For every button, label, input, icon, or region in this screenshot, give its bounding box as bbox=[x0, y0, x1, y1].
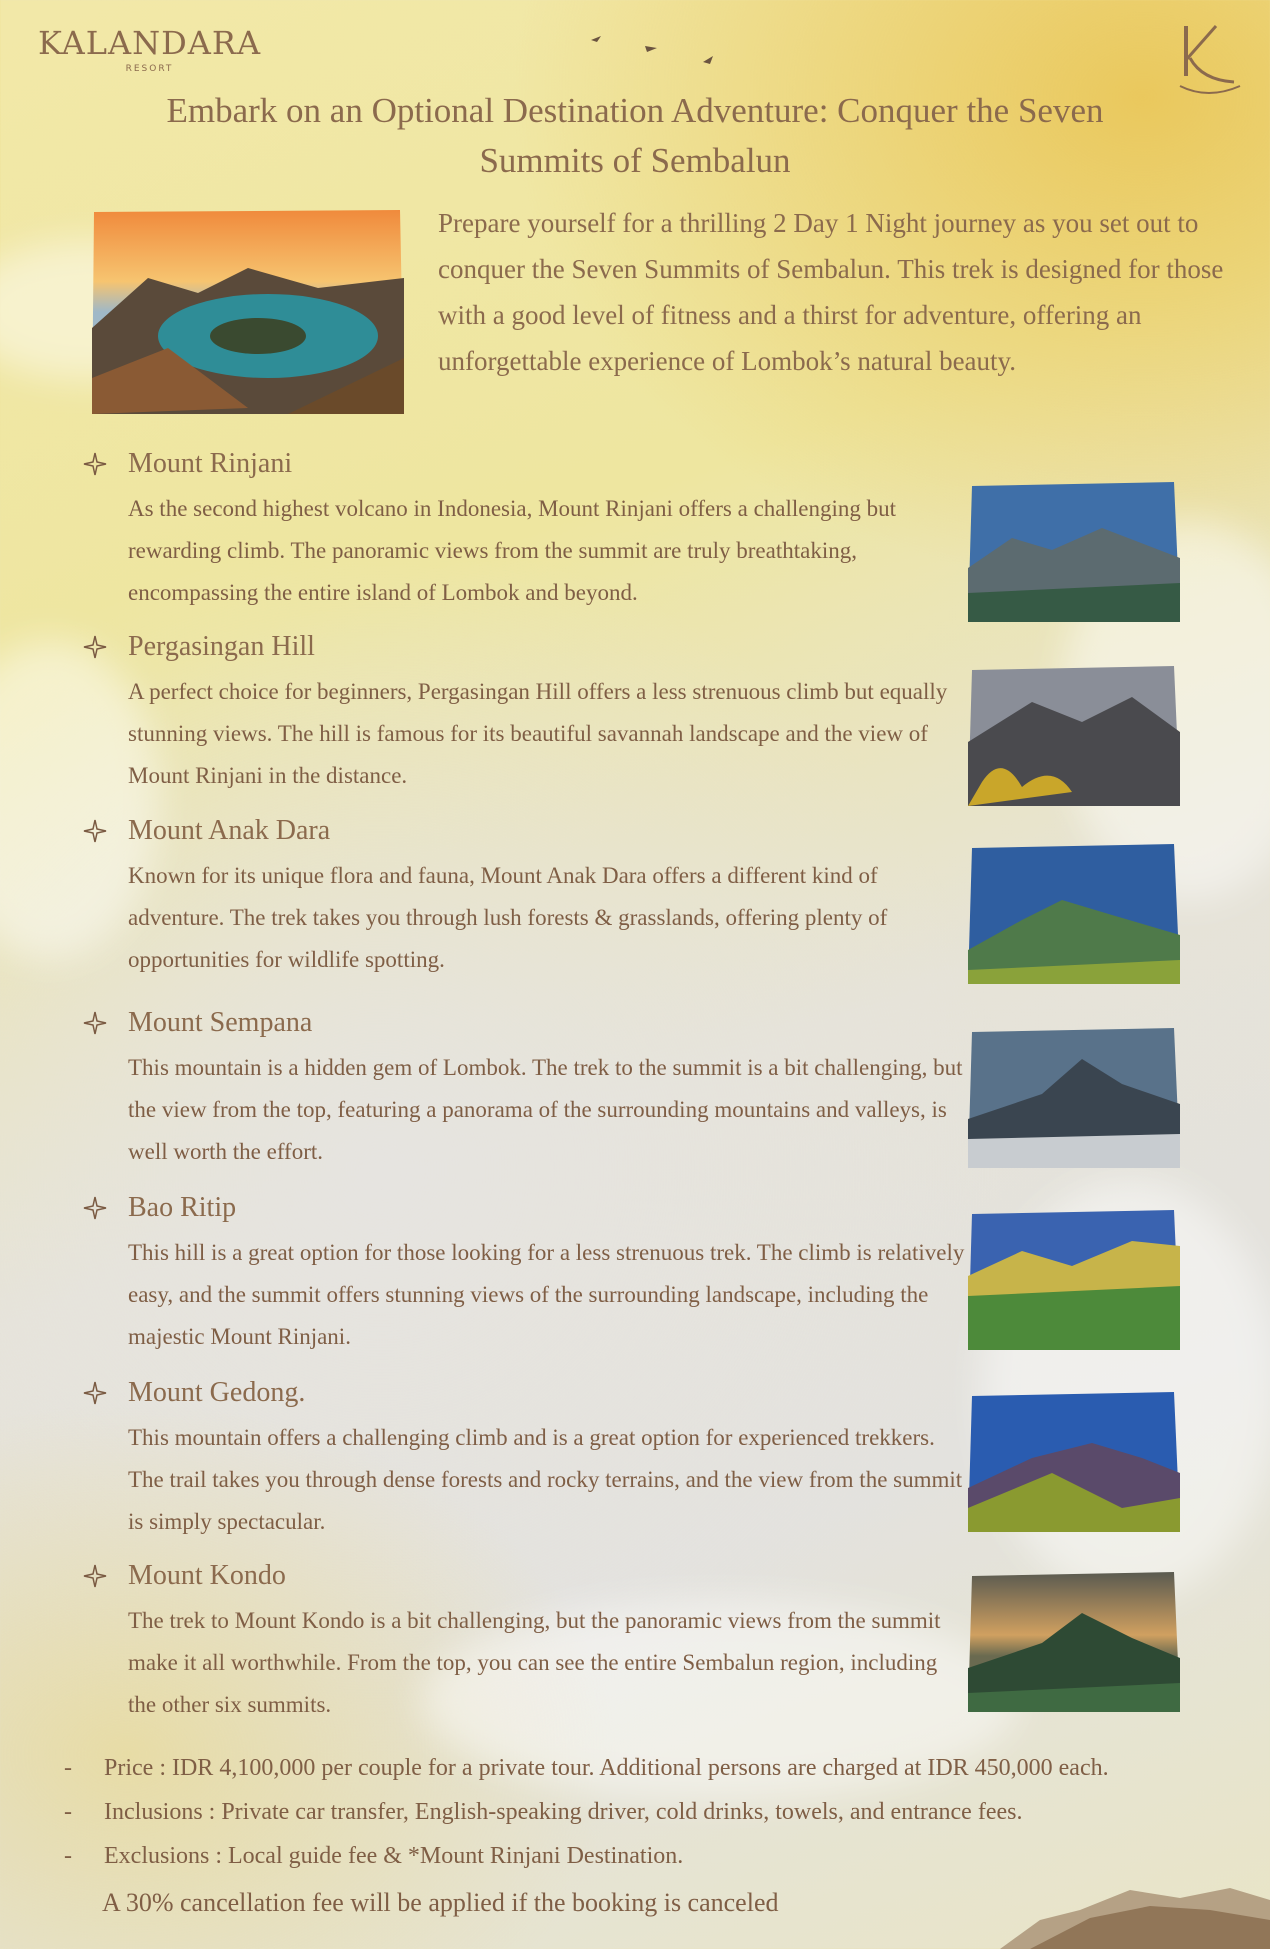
summit-description: This hill is a great option for those looking for a less strenuous trek. The climb is relatively easy, and the summit offers stunning views of the surrounding landscape, including the majestic Mount Rinjani. bbox=[128, 1240, 965, 1349]
summit-item-anak-dara bbox=[82, 813, 962, 981]
compass-star-icon bbox=[82, 1010, 108, 1036]
bullet-dash: - bbox=[64, 1799, 72, 1825]
compass-star-icon bbox=[82, 1195, 108, 1221]
cancellation-note: A 30% cancellation fee will be applied if the booking is canceled bbox=[102, 1888, 779, 1917]
price-row bbox=[64, 1746, 1244, 1790]
summit-description: The trek to Mount Kondo is a bit challenging, but the panoramic views from the summit make it all worthwhile. From the top, you can see the entire Sembalun region, including the other six summits. bbox=[128, 1608, 941, 1717]
k-monogram-icon bbox=[1172, 20, 1244, 96]
summit-name: Bao Ritip bbox=[128, 1192, 237, 1223]
brand-logo bbox=[38, 24, 261, 74]
summit-item-rinjani bbox=[82, 446, 962, 614]
summit-description: This mountain offers a challenging climb and is a great option for experienced trekkers. The trail takes you through dense forests and rocky terrains, and the view from the summit is simply spectacular. bbox=[128, 1425, 963, 1534]
inclusions-row bbox=[64, 1790, 1244, 1834]
summit-item-sempana bbox=[82, 1005, 962, 1173]
brand-subtitle: RESORT bbox=[125, 64, 174, 74]
summit-description: Known for its unique flora and fauna, Mount Anak Dara offers a different kind of adventure. The trek takes you through lush forests & grasslands, offering plenty of opportunities for wildlife spotting. bbox=[128, 863, 888, 972]
compass-star-icon bbox=[82, 818, 108, 844]
summit-name: Mount Sempana bbox=[128, 1007, 313, 1038]
mountain-sketch-icon bbox=[1000, 1880, 1270, 1949]
birds-icon bbox=[585, 28, 725, 73]
summit-description: A perfect choice for beginners, Pergasingan Hill offers a less strenuous climb but equally stunning views. The hill is famous for its beautiful savannah landscape and the view of Mount Rinjani in the distance. bbox=[128, 679, 948, 788]
summit-name: Mount Kondo bbox=[128, 1560, 286, 1591]
inclusions-text: Inclusions : Private car transfer, English-speaking driver, cold drinks, towels, and entrance fees. bbox=[104, 1799, 1023, 1825]
bao-ritip-photo bbox=[962, 1206, 1184, 1354]
exclusions-row bbox=[64, 1834, 1244, 1878]
kondo-photo bbox=[962, 1568, 1184, 1716]
summit-description: As the second highest volcano in Indonesia, Mount Rinjani offers a challenging but rewarding climb. The panoramic views from the summit are truly breathtaking, encompassing the entire island of Lombok and beyond. bbox=[128, 496, 897, 605]
pergasingan-photo bbox=[962, 662, 1184, 810]
rinjani-photo bbox=[962, 478, 1184, 626]
brand-name: KALANDARA bbox=[38, 24, 262, 62]
sempana-photo bbox=[962, 1024, 1184, 1172]
compass-star-icon bbox=[82, 451, 108, 477]
summit-name: Mount Gedong. bbox=[128, 1377, 306, 1408]
page-title: Embark on an Optional Destination Adventure: Conquer the Seven Summits of Sembalun bbox=[166, 91, 1104, 180]
compass-star-icon bbox=[82, 1380, 108, 1406]
summit-description: This mountain is a hidden gem of Lombok. The trek to the summit is a bit challenging, but the view from the top, featuring a panorama of the surrounding mountains and valleys, is well worth the effort. bbox=[128, 1055, 963, 1164]
bullet-dash: - bbox=[64, 1755, 72, 1781]
summit-item-pergasingan bbox=[82, 629, 962, 797]
gedong-photo bbox=[962, 1388, 1184, 1536]
summit-name: Mount Rinjani bbox=[128, 448, 293, 479]
rinjani-lake-photo bbox=[88, 208, 406, 416]
summit-item-kondo bbox=[82, 1558, 962, 1726]
anak-dara-photo bbox=[962, 840, 1184, 988]
price-text: Price : IDR 4,100,000 per couple for a private tour. Additional persons are charged at IDR 450,000 each. bbox=[104, 1755, 1109, 1781]
summit-name: Pergasingan Hill bbox=[128, 631, 315, 662]
bullet-dash: - bbox=[64, 1843, 72, 1869]
compass-star-icon bbox=[82, 1563, 108, 1589]
compass-star-icon bbox=[82, 634, 108, 660]
tour-details bbox=[64, 1746, 1244, 1878]
summit-item-bao-ritip bbox=[82, 1190, 965, 1358]
summit-item-gedong bbox=[82, 1375, 962, 1543]
intro-paragraph: Prepare yourself for a thrilling 2 Day 1 Night journey as you set out to conquer the Seven Summits of Sembalun. This trek is designed for those with a good level of fitness and a thirst for adventure, offering an unforgettable experience of Lombok’s natural beauty. bbox=[438, 208, 1224, 376]
exclusions-text: Exclusions : Local guide fee & *Mount Rinjani Destination. bbox=[104, 1843, 684, 1869]
summit-name: Mount Anak Dara bbox=[128, 815, 331, 846]
